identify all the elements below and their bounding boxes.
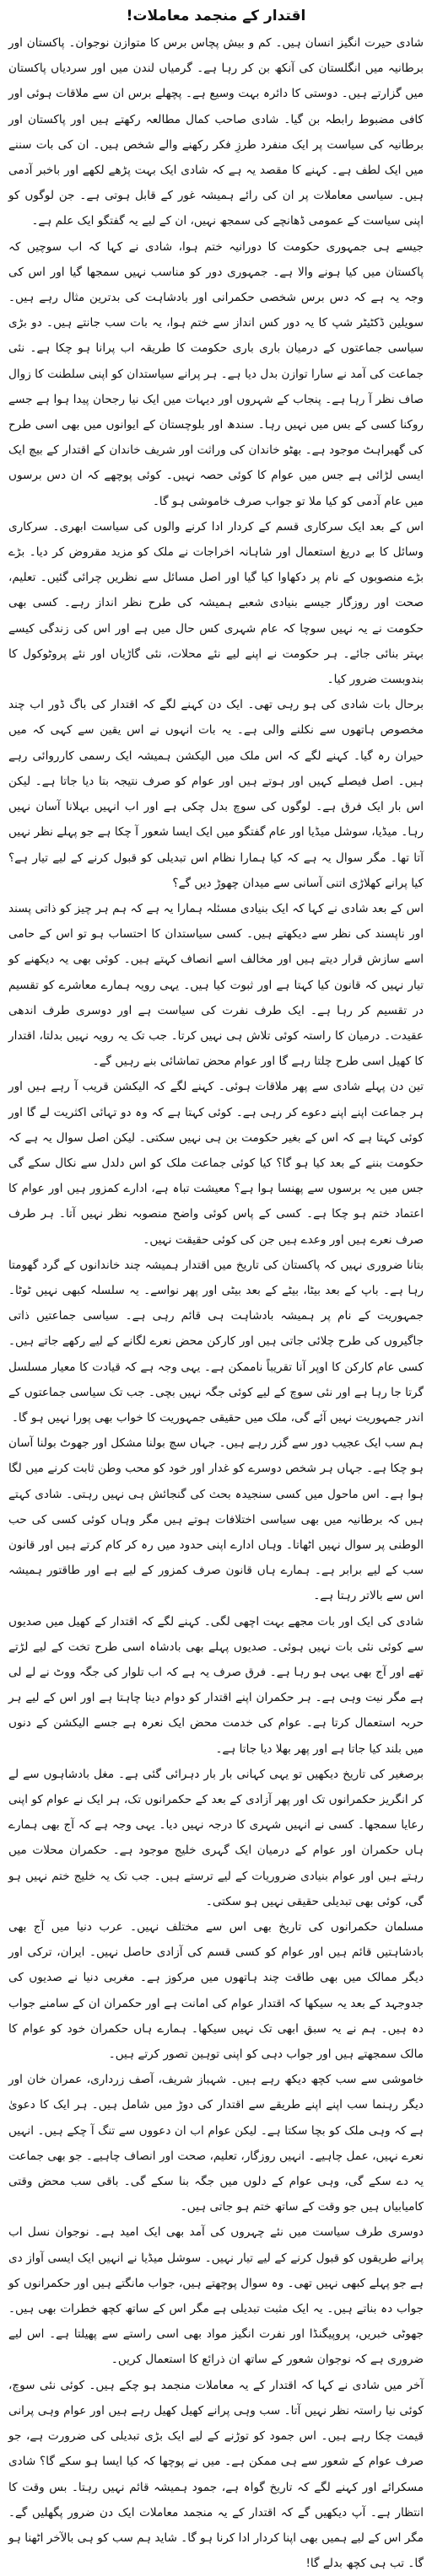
- article-paragraph: شادی کی ایک اور بات مجھے بہت اچھی لگی۔ کہنے لگے کہ اقتدار کے کھیل میں صدیوں سے کوئی نئی بات نہیں ہوئی۔ صدیوں پہلے بھی بادشاہ اسی طرح تخت کے لیے لڑتے تھے اور آج بھی یہی ہو رہا ہے۔ فرق صرف یہ ہے کہ اب تلوار کی جگہ ووٹ نے لے لی ہے مگر نیت وہی ہے۔ ہر حکمران اپنے اقتدار کو دوام دینا چاہتا ہے اور اس کے لیے ہر حربہ استعمال کرتا ہے۔ عوام کی خدمت محض ایک نعرہ ہے جسے الیکشن کے دنوں میں بلند کیا جاتا ہے اور پھر بھلا دیا جاتا ہے۔: [8, 1614, 424, 1756]
- article-title: اقتدار کے منجمد معاملات!: [126, 8, 306, 24]
- article-paragraph: برحال بات شادی کی ہو رہی تھی۔ ایک دن کہنے لگے کہ اقتدار کی باگ ڈور اب چند مخصوص ہاتھوں سے نکلنے والی ہے۔ یہ بات انہوں نے اس یقین سے کہی کہ میں حیران رہ گیا۔ کہنے لگے کہ اس ملک میں الیکشن ہمیشہ ایک رسمی کارروائی رہے ہیں۔ اصل فیصلے کہیں اور ہوتے ہیں اور عوام کو صرف نتیجہ بتا دیا جاتا ہے۔ لیکن اس بار ایک فرق ہے۔ لوگوں کی سوچ بدل چکی ہے اور اب انہیں بہلانا آسان نہیں رہا۔ میڈیا، سوشل میڈیا اور عام گفتگو میں ایک ایسا شعور آ چکا ہے جو پہلے نظر نہیں آتا تھا۔ مگر سوال یہ ہے کہ کیا ہمارا نظام اس تبدیلی کو قبول کرنے کے لیے تیار ہے؟ کیا پرانے کھلاڑی اتنی آسانی سے میدان چھوڑ دیں گے؟: [8, 698, 424, 890]
- article-body: [8, 30, 424, 2571]
- article-paragraph: جیسے ہی جمہوری حکومت کا دورانیہ ختم ہوا، شادی نے کہا کہ اب سوچیں کہ پاکستان میں کیا ہونے والا ہے۔ جمہوری دور کو مناسب نہیں سمجھا گیا اور اس کی وجہ یہ ہے کہ دس برس شخصی حکمرانی اور بادشاہت کی بدترین مثال رہے ہیں۔ سویلین ڈکٹیٹر شپ کا یہ دور کس انداز سے ختم ہوا، یہ بات سب جانتے ہیں۔ دو بڑی سیاسی جماعتوں کے درمیان باری باری حکومت کا طریقہ اب پرانا ہو چکا ہے۔ نئی جماعت کی آمد نے سارا توازن بدل دیا ہے۔ ہر پرانے سیاستدان کو اپنی سلطنت کا زوال صاف نظر آ رہا ہے۔ پنجاب کے شہروں اور دیہات میں ایک نیا رجحان پیدا ہوا ہے جسے روکنا کسی کے بس میں نہیں رہا۔ سندھ اور بلوچستان کے ایوانوں میں بھی اسی طرح کی گھبراہٹ موجود ہے۔ بھٹو خاندان کی وراثت اور شریف خاندان کے اقتدار کے بیچ ایک ایسی لڑائی ہے جس میں عوام کا کوئی حصہ نہیں۔ کوئی پوچھے کہ ان دس برسوں میں عام آدمی کو کیا ملا تو جواب صرف خاموشی ہو گا۔: [8, 239, 424, 508]
- article-paragraph: اس کے بعد شادی نے کہا کہ ایک بنیادی مسئلہ ہمارا یہ ہے کہ ہم ہر چیز کو ذاتی پسند اور ناپسند کی نظر سے دیکھتے ہیں۔ کسی سیاستدان کا احتساب ہو تو اس کے حامی اسے سازش قرار دیتے ہیں اور مخالف اسے انصاف کہتے ہیں۔ کوئی بھی یہ دیکھنے کو تیار نہیں کہ قانون کیا کہتا ہے اور ثبوت کیا ہیں۔ یہی رویہ ہمارے معاشرے کو تقسیم در تقسیم کر رہا ہے۔ ایک طرف نفرت کی سیاست ہے اور دوسری طرف اندھی عقیدت۔ درمیان کا راستہ کوئی تلاش ہی نہیں کرتا۔ جب تک یہ رویہ نہیں بدلتا، اقتدار کا کھیل اسی طرح چلتا رہے گا اور عوام محض تماشائی بنے رہیں گے۔: [8, 901, 424, 1069]
- article-paragraph: ہم سب ایک عجیب دور سے گزر رہے ہیں۔ جہاں سچ بولنا مشکل اور جھوٹ بولنا آسان ہو چکا ہے۔ جہاں ہر شخص دوسرے کو غدار اور خود کو محب وطن ثابت کرنے میں لگا ہوا ہے۔ اس ماحول میں کسی سنجیدہ بحث کی گنجائش ہی نہیں رہتی۔ شادی کہتے ہیں کہ برطانیہ میں بھی سیاسی اختلافات ہوتے ہیں مگر وہاں کوئی کسی کی حب الوطنی پر سوال نہیں اٹھاتا۔ وہاں ادارے اپنی حدود میں رہ کر کام کرتے ہیں اور قانون سب کے لیے برابر ہے۔ ہمارے ہاں قانون صرف کمزور کے لیے ہے اور طاقتور ہمیشہ اس سے بالاتر رہتا ہے۔: [8, 1436, 424, 1603]
- article-paragraph: تین دن پہلے شادی سے پھر ملاقات ہوئی۔ کہنے لگے کہ الیکشن قریب آ رہے ہیں اور ہر جماعت اپنے اپنے دعوے کر رہی ہے۔ کوئی کہتا ہے کہ وہ دو تہائی اکثریت لے گا اور کوئی کہتا ہے کہ اس کے بغیر حکومت بن ہی نہیں سکتی۔ لیکن اصل سوال یہ ہے کہ حکومت بننے کے بعد کیا ہو گا؟ کیا کوئی جماعت ملک کو اس دلدل سے نکال سکے گی جس میں یہ برسوں سے پھنسا ہوا ہے؟ معیشت تباہ ہے، ادارے کمزور ہیں اور عوام کا اعتماد ختم ہو چکا ہے۔ کسی کے پاس کوئی واضح منصوبہ نظر نہیں آتا۔ ہر طرف صرف نعرے ہیں اور وعدے ہیں جن کی کوئی حقیقت نہیں۔: [8, 1080, 424, 1247]
- article-paragraph: خاموشی سے سب کچھ دیکھ رہے ہیں۔ شہباز شریف، آصف زرداری، عمران خان اور دیگر رہنما سب اپنے اپنے طریقے سے اقتدار کی دوڑ میں شامل ہیں۔ ہر ایک کا دعویٰ ہے کہ وہی ملک کو بچا سکتا ہے۔ لیکن عوام اب ان دعووں سے تنگ آ چکے ہیں۔ انہیں نعرے نہیں، عمل چاہیے۔ انہیں روزگار، تعلیم، صحت اور انصاف چاہیے۔ جو بھی جماعت یہ دے سکے گی، وہی عوام کے دلوں میں جگہ بنا سکے گی۔ باقی سب محض وقتی کامیابیاں ہیں جو وقت کے ساتھ ختم ہو جاتی ہیں۔: [8, 2073, 424, 2214]
- article-paragraph: شادی حیرت انگیز انسان ہیں۔ کم و بیش پچاس برس کا متوازن نوجوان۔ پاکستان اور برطانیہ میں انگلستان کی آنکھ بن کر رہا ہے۔ گرمیاں لندن میں اور سردیاں پاکستان میں گزارتے ہیں۔ دوستی کا دائرہ بہت وسیع ہے۔ پچھلے برس ان سے ملاقات ہوئی اور کافی مضبوط رابطہ بن گیا۔ شادی صاحب کمال مطالعہ رکھتے ہیں اور پاکستان اور برطانیہ کی سیاست پر ایک منفرد طرزِ فکر رکھنے والے شخص ہیں۔ ان کی بات سننے میں ایک لطف ہے۔ کہنے کا مقصد یہ ہے کہ شادی ایک بہت پڑھے لکھے اور باخبر آدمی ہیں۔ سیاسی معاملات پر ان کی رائے ہمیشہ غور کے قابل ہوتی ہے۔ جن لوگوں کو اپنی سیاست کے عمومی ڈھانچے کی سمجھ نہیں، ان کے لیے یہ گفتگو ایک علم ہے۔: [8, 36, 424, 228]
- article-paragraph: اس کے بعد ایک سرکاری قسم کے کردار ادا کرنے والوں کی سیاست ابھری۔ سرکاری وسائل کا بے دریغ استعمال اور شاہانہ اخراجات نے ملک کو مزید مقروض کر دیا۔ بڑے بڑے منصوبوں کے نام پر دکھاوا کیا گیا اور اصل مسائل سے نظریں چرائی گئیں۔ تعلیم، صحت اور روزگار جیسے بنیادی شعبے ہمیشہ کی طرح نظر انداز رہے۔ کسی بھی حکومت نے یہ نہیں سوچا کہ عام شہری کس حال میں ہے اور اس کی زندگی کیسے بہتر بنائی جائے۔ ہر حکومت نے اپنے لیے نئے محلات، نئی گاڑیاں اور نئے پروٹوکول کا بندوبست ضرور کیا۔: [8, 519, 424, 687]
- article-paragraph: بتانا ضروری نہیں کہ پاکستان کی تاریخ میں اقتدار ہمیشہ چند خاندانوں کے گرد گھومتا رہا ہے۔ باپ کے بعد بیٹا، بیٹے کے بعد بیٹی اور پھر نواسے۔ یہ سلسلہ کبھی نہیں ٹوٹا۔ جمہوریت کے نام پر ہمیشہ بادشاہت ہی قائم رہی ہے۔ سیاسی جماعتیں ذاتی جاگیروں کی طرح چلائی جاتی ہیں اور کارکن محض نعرے لگانے کے لیے رکھے جاتے ہیں۔ کسی عام کارکن کا اوپر آنا تقریباً ناممکن ہے۔ یہی وجہ ہے کہ قیادت کا معیار مسلسل گرتا جا رہا ہے اور نئی سوچ کے لیے کوئی جگہ نہیں بچی۔ جب تک سیاسی جماعتوں کے اندر جمہوریت نہیں آئے گی، ملک میں حقیقی جمہوریت کا خواب بھی پورا نہیں ہو گا۔: [8, 1258, 424, 1425]
- article-paragraph: مسلمان حکمرانوں کی تاریخ بھی اس سے مختلف نہیں۔ عرب دنیا میں آج بھی بادشاہتیں قائم ہیں اور عوام کو کسی قسم کی آزادی حاصل نہیں۔ ایران، ترکی اور دیگر ممالک میں بھی طاقت چند ہاتھوں میں مرکوز ہے۔ مغربی دنیا نے صدیوں کی جدوجہد کے بعد یہ سیکھا کہ اقتدار عوام کی امانت ہے اور حکمران ان کے سامنے جواب دہ ہیں۔ ہم نے یہ سبق ابھی تک نہیں سیکھا۔ ہمارے ہاں حکمران خود کو عوام کا مالک سمجھتے ہیں اور جواب دہی کو اپنی توہین تصور کرتے ہیں۔: [8, 1920, 424, 2062]
- article-paragraph: برصغیر کی تاریخ دیکھیں تو یہی کہانی بار بار دہرائی گئی ہے۔ مغل بادشاہوں سے لے کر انگریز حکمرانوں تک اور پھر آزادی کے بعد کے حکمرانوں تک، ہر ایک نے عوام کو اپنی رعایا سمجھا۔ کسی نے انہیں شہری کا درجہ نہیں دیا۔ یہی وجہ ہے کہ آج بھی ہمارے ہاں حکمران اور عوام کے درمیان ایک گہری خلیج موجود ہے۔ حکمران محلات میں رہتے ہیں اور عوام بنیادی ضروریات کے لیے ترستے ہیں۔ جب تک یہ خلیج ختم نہیں ہو گی، کوئی بھی تبدیلی حقیقی نہیں ہو سکتی۔: [8, 1767, 424, 1908]
- article-paragraph: دوسری طرف سیاست میں نئے چہروں کی آمد بھی ایک امید ہے۔ نوجوان نسل اب پرانے طریقوں کو قبول کرنے کے لیے تیار نہیں۔ سوشل میڈیا نے انہیں ایک ایسی آواز دی ہے جو پہلے کبھی نہیں تھی۔ وہ سوال پوچھتے ہیں، جواب مانگتے ہیں اور حکمرانوں کو جواب دہ بناتے ہیں۔ یہ ایک مثبت تبدیلی ہے مگر اس کے ساتھ کچھ خطرات بھی ہیں۔ جھوٹی خبریں، پروپیگنڈا اور نفرت انگیز مواد بھی اسی راستے سے پھیلتا ہے۔ اس لیے ضروری ہے کہ نوجوان شعور کے ساتھ ان ذرائع کا استعمال کریں۔: [8, 2225, 424, 2367]
- article-paragraph: آخر میں شادی نے کہا کہ اقتدار کے یہ معاملات منجمد ہو چکے ہیں۔ کوئی نئی سوچ، کوئی نیا راستہ نظر نہیں آتا۔ سب وہی پرانے کھیل کھیل رہے ہیں اور عوام وہی پرانی قیمت چکا رہے ہیں۔ اس جمود کو توڑنے کے لیے ایک بڑی تبدیلی کی ضرورت ہے، جو صرف عوام کے شعور سے ہی ممکن ہے۔ میں نے پوچھا کہ کیا ایسا ہو سکے گا؟ شادی مسکرائے اور کہنے لگے کہ تاریخ گواہ ہے، جمود ہمیشہ قائم نہیں رہتا۔ بس وقت کا انتظار ہے۔ آپ دیکھیں گے کہ اقتدار کے یہ منجمد معاملات ایک دن ضرور پگھلیں گے۔ مگر اس کے لیے ہمیں بھی اپنا کردار ادا کرنا ہو گا۔ شاید ہم سب کو ہی بالآخر اٹھنا ہو گا۔ تب ہی کچھ بدلے گا!: [8, 2378, 424, 2571]
